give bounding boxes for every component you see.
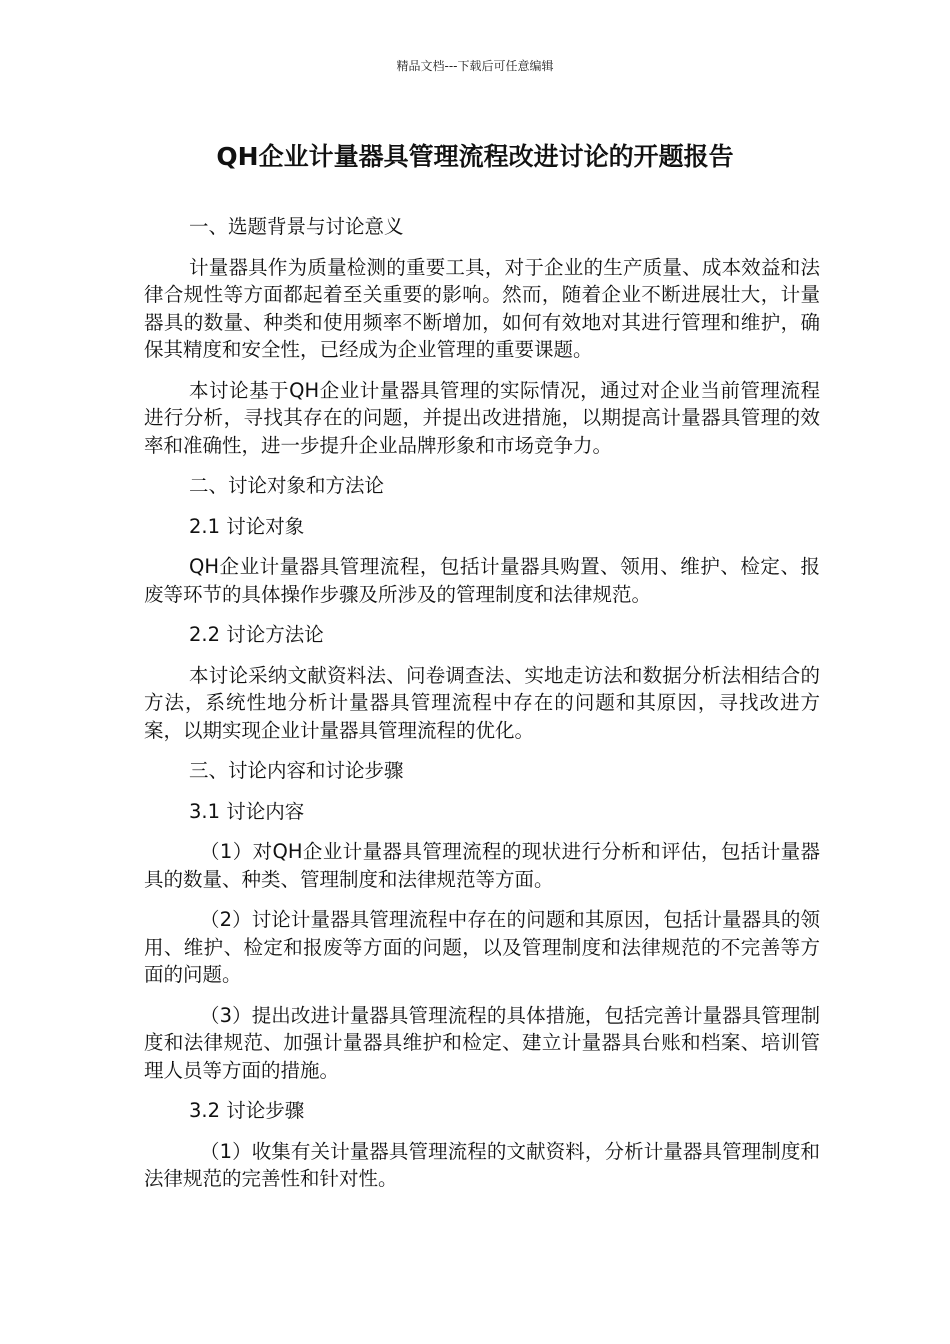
step-item-1: （1）收集有关计量器具管理流程的文献资料，分析计量器具管理制度和法律规范的完善性和针对性。 xyxy=(144,1139,820,1190)
paragraph-background: 计量器具作为质量检测的重要工具，对于企业的生产质量、成本效益和法律合规性等方面都起着至关重要的影响。然而，随着企业不断进展壮大，计量器具的数量、种类和使用频率不断增加，如何有效地对其进行管理和维护，确保其精度和安全性，已经成为企业管理的重要课题。 xyxy=(144,255,820,361)
content-item-3: （3）提出改进计量器具管理流程的具体措施，包括完善计量器具管理制度和法律规范、加强计量器具维护和检定、建立计量器具台账和档案、培训管理人员等方面的措施。 xyxy=(144,1003,820,1082)
subsection-heading-2-1: 2.1 讨论对象 xyxy=(189,514,305,538)
subsection-heading-2-2: 2.2 讨论方法论 xyxy=(189,623,324,646)
section-heading-3: 三、讨论内容和讨论步骤 xyxy=(189,759,404,782)
section-heading-2: 二、讨论对象和方法论 xyxy=(189,474,385,497)
subsection-heading-3-1: 3.1 讨论内容 xyxy=(189,799,305,823)
paragraph-methodology: 本讨论采纳文献资料法、问卷调查法、实地走访法和数据分析法相结合的方法，系统性地分析计量器具管理流程中存在的问题和其原因，寻找改进方案，以期实现企业计量器具管理流程的优化。 xyxy=(144,663,820,742)
subsection-heading-3-2: 3.2 讨论步骤 xyxy=(189,1099,305,1122)
document-body xyxy=(144,213,820,1206)
content-item-1: （1）对QH企业计量器具管理流程的现状进行分析和评估，包括计量器具的数量、种类、管理制度和法律规范等方面。 xyxy=(144,840,820,891)
document-title: QH企业计量器具管理流程改进讨论的开题报告 xyxy=(216,142,734,171)
paragraph-significance: 本讨论基于QH企业计量器具管理的实际情况，通过对企业当前管理流程进行分析，寻找其存在的问题，并提出改进措施，以期提高计量器具管理的效率和准确性，进一步提升企业品牌形象和市场竞争力。 xyxy=(144,378,820,457)
paragraph-research-object: QH企业计量器具管理流程，包括计量器具购置、领用、维护、检定、报废等环节的具体操作步骤及所涉及的管理制度和法律规范。 xyxy=(144,555,820,606)
header-note: 精品文档---下载后可任意编辑 xyxy=(396,59,554,73)
content-item-2: （2）讨论计量器具管理流程中存在的问题和其原因，包括计量器具的领用、维护、检定和报废等方面的问题，以及管理制度和法律规范的不完善等方面的问题。 xyxy=(144,908,820,986)
section-heading-1: 一、选题背景与讨论意义 xyxy=(189,215,404,238)
